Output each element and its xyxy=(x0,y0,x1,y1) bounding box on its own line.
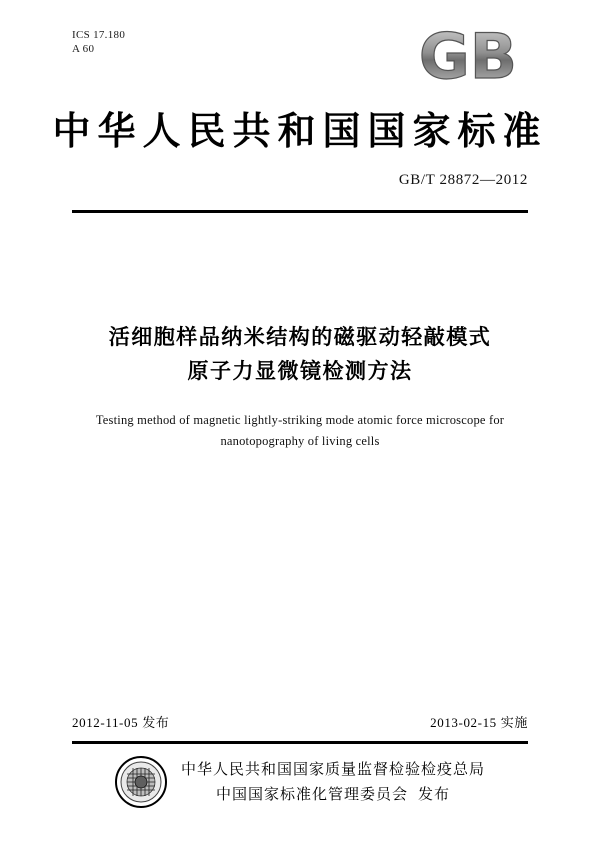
ics-classification xyxy=(72,28,125,56)
ics-code: ICS 17.180 xyxy=(72,29,126,41)
page-title: 中华人民共和国国家标准 xyxy=(52,109,548,153)
issuer-names xyxy=(181,757,485,807)
issuer-line-2-text: 中国国家标准化管理委员会 xyxy=(215,785,408,803)
svg-text:GB: GB xyxy=(418,20,518,90)
effective-date-group xyxy=(430,712,528,731)
footer-divider xyxy=(72,741,528,744)
header-divider xyxy=(72,210,528,213)
effective-date: 2013-02-15 xyxy=(430,715,497,730)
ccs-code: A 60 xyxy=(72,43,95,55)
title-chinese-line2: 原子力显微镜检测方法 xyxy=(187,359,413,383)
document-title-block xyxy=(40,320,560,452)
title-english-line1: Testing method of magnetic lightly-striking mode atomic force microscope for xyxy=(95,413,505,427)
issue-date: 2012-11-05 xyxy=(72,715,139,730)
national-emblem-seal-icon xyxy=(115,756,167,808)
effective-date-label: 实施 xyxy=(500,716,528,731)
title-english xyxy=(40,410,560,452)
issuer-line-2 xyxy=(181,782,485,807)
issue-date-label: 发布 xyxy=(142,716,170,731)
date-row xyxy=(72,712,528,731)
gb-logo-icon xyxy=(408,18,528,90)
issuer-line-1: 中华人民共和国国家质量监督检验检疫总局 xyxy=(180,760,485,778)
standard-number: GB/T 28872—2012 xyxy=(398,172,528,188)
publish-word: 发布 xyxy=(417,785,450,803)
issuer-block xyxy=(0,756,600,808)
issue-date-group xyxy=(72,712,169,731)
title-chinese-line1: 活细胞样品纳米结构的磁驱动轻敲模式 xyxy=(108,325,492,349)
title-english-line2: nanotopography of living cells xyxy=(220,434,380,448)
